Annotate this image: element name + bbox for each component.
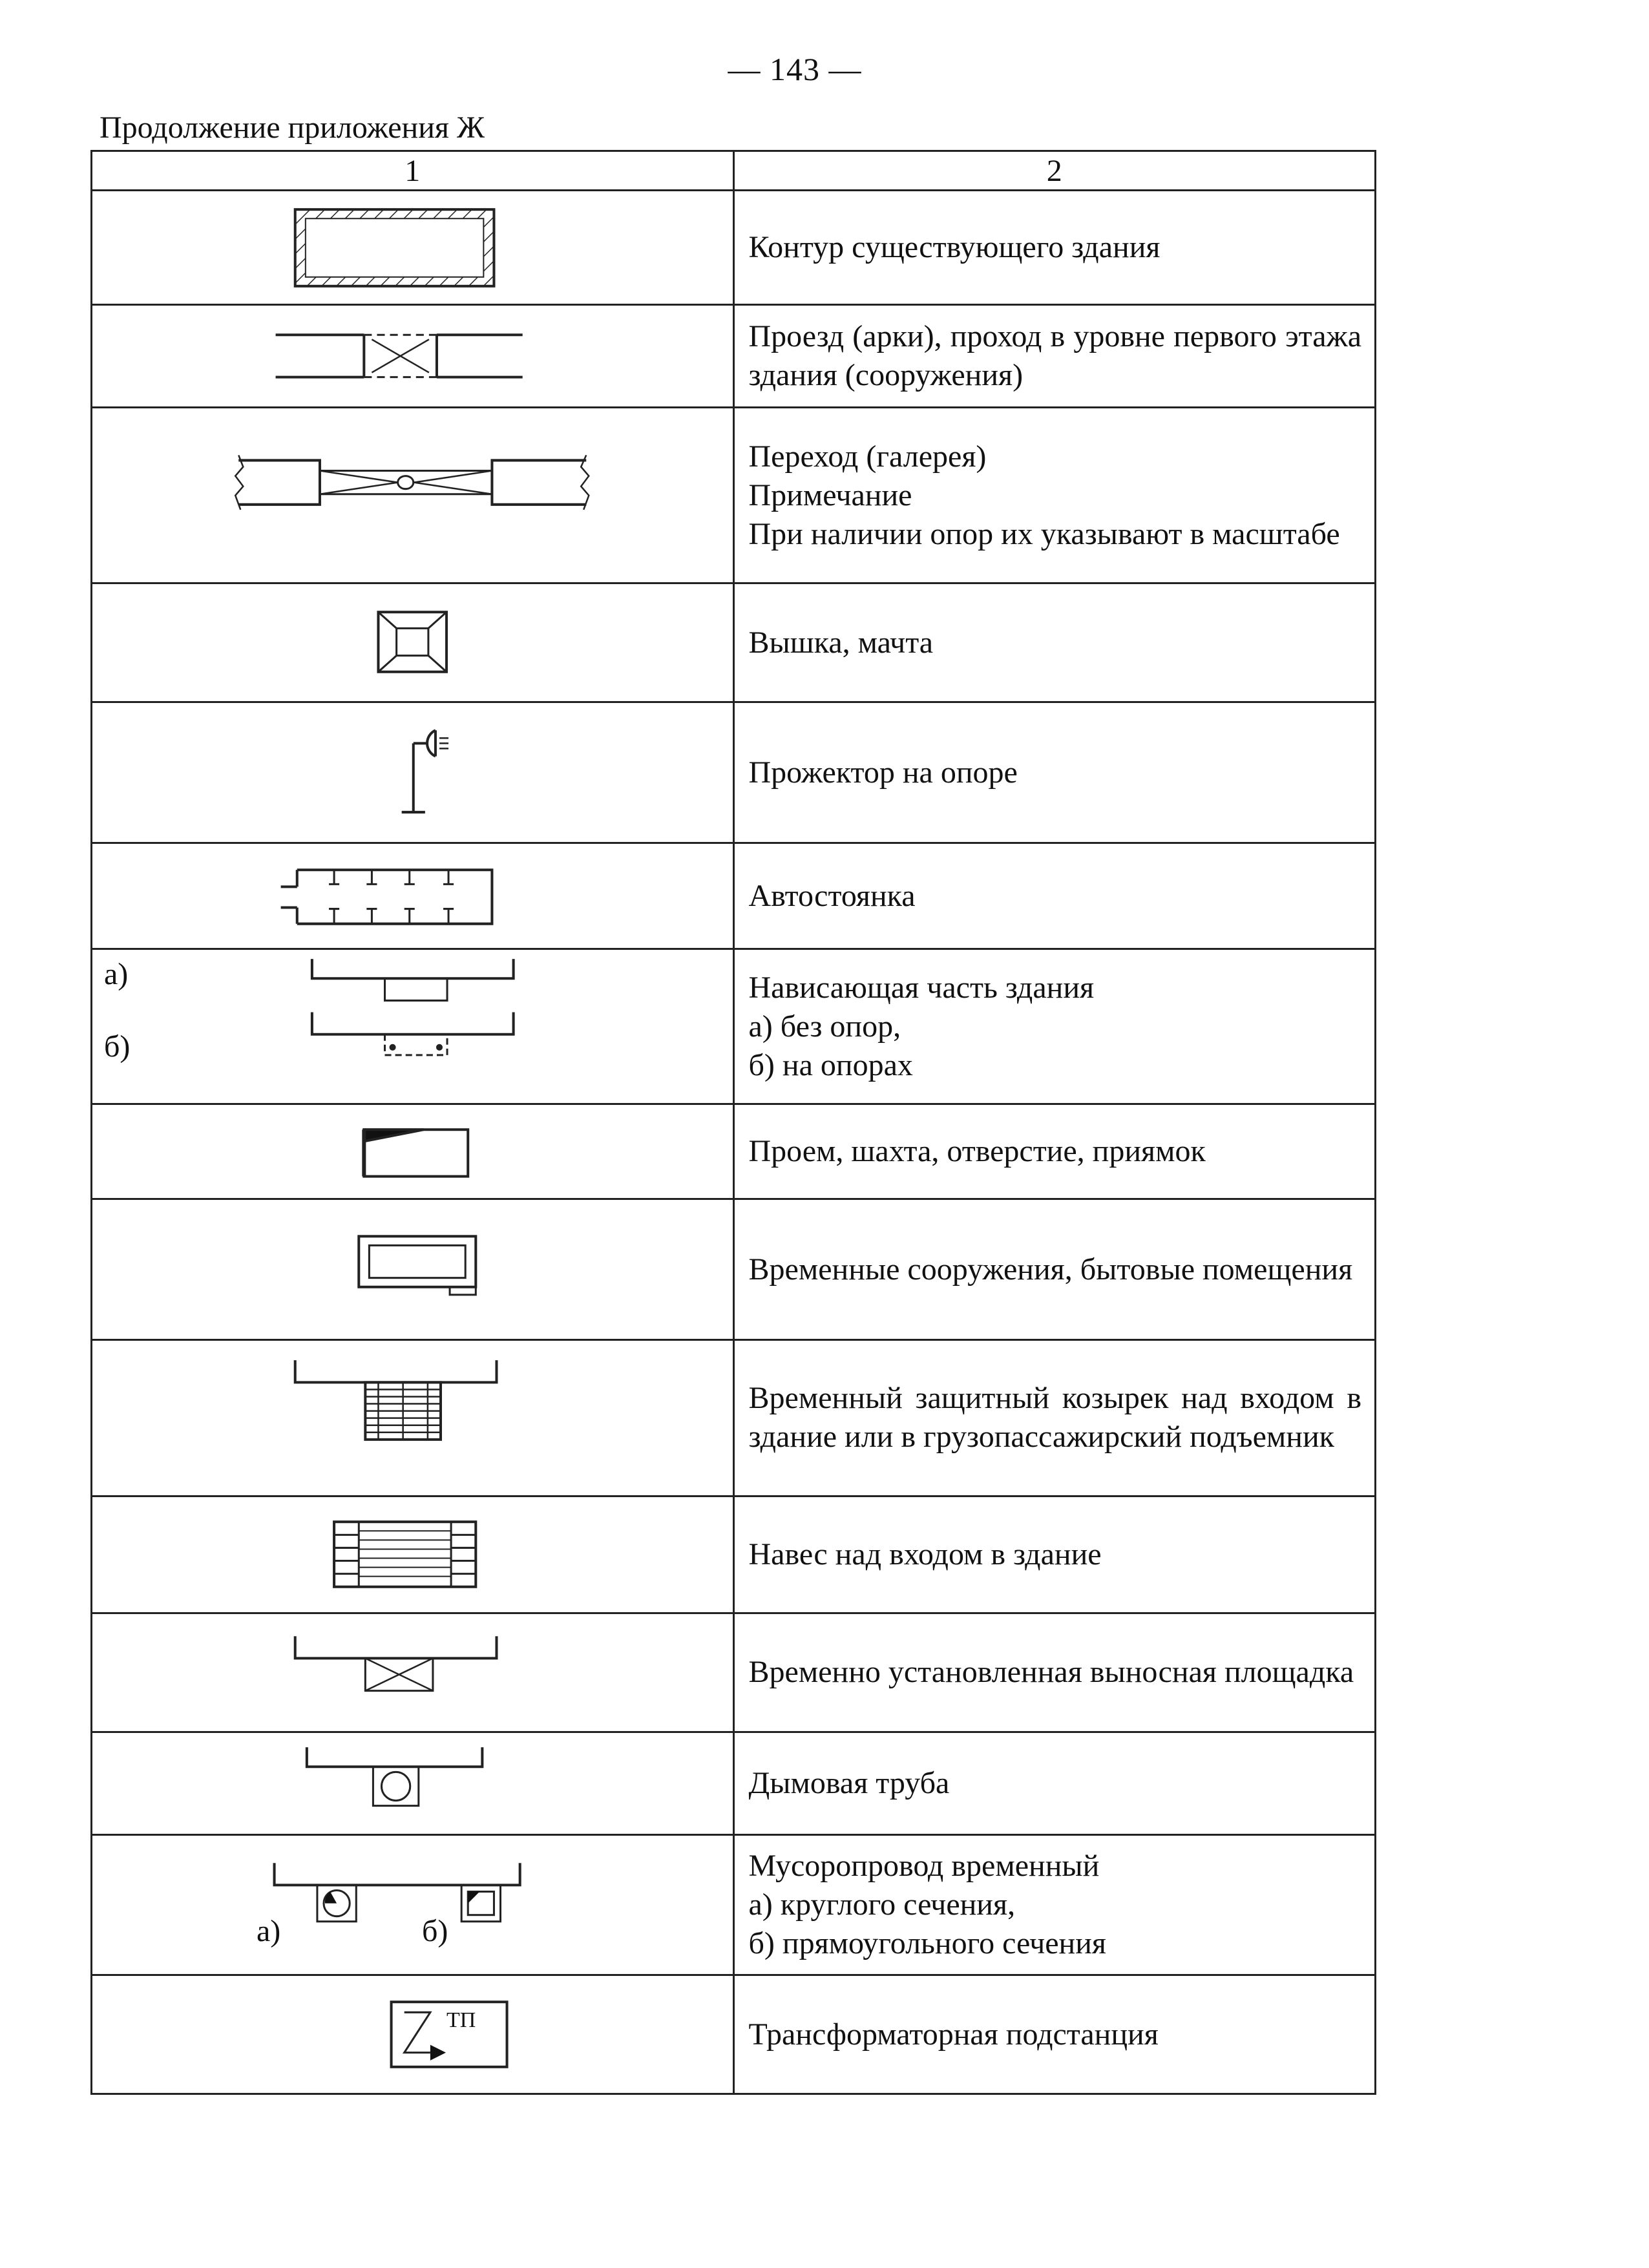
car-parking-icon — [92, 844, 733, 948]
symbol-cell — [92, 843, 734, 949]
table-row — [92, 1613, 1376, 1732]
description-cell — [733, 1975, 1376, 2094]
table-row — [92, 1732, 1376, 1834]
description-line: Проем, шахта, отверстие, приямок — [748, 1134, 1206, 1169]
symbol-cell — [92, 1496, 734, 1613]
table-row — [92, 407, 1376, 583]
table-row — [92, 1339, 1376, 1496]
temporary-canopy-icon — [92, 1341, 733, 1495]
description-cell — [733, 1732, 1376, 1834]
chimney-icon — [92, 1733, 733, 1834]
description-line: Проезд (арки), проход в уровне первого этажа здания (сооружения) — [748, 319, 1361, 392]
symbol-cell — [92, 1104, 734, 1199]
tower-mast-icon — [92, 584, 733, 701]
symbol-cell — [92, 1199, 734, 1339]
description-cell — [733, 1339, 1376, 1496]
description-cell — [733, 1104, 1376, 1199]
description-cell — [733, 1496, 1376, 1613]
table-row — [92, 191, 1376, 305]
table-row — [92, 702, 1376, 843]
description-line: Автостоянка — [748, 878, 916, 913]
description-line: Примечание — [748, 478, 912, 512]
substation-label: ТП — [446, 2008, 476, 2033]
description-line: Временный защитный козырек над входом в здание или в грузопассажирский подъемник — [748, 1381, 1361, 1454]
table-header-row — [92, 151, 1376, 191]
variant-b-label: б) — [422, 1913, 448, 1948]
description-cell — [733, 843, 1376, 949]
description-line: Контур существующего здания — [748, 229, 1161, 264]
variant-a-label: а) — [104, 957, 129, 992]
symbol-cell — [92, 949, 734, 1104]
remote-platform-icon — [92, 1614, 733, 1731]
symbol-cell — [92, 407, 734, 583]
symbol-cell — [92, 1975, 734, 2094]
variant-a-label: а) — [257, 1913, 281, 1948]
garbage-chute-icon — [92, 1836, 733, 1974]
table-row — [92, 1975, 1376, 2094]
gallery-crossing-icon — [92, 408, 733, 582]
description-cell — [733, 1613, 1376, 1732]
description-cell — [733, 407, 1376, 583]
description-line: Вышка, мачта — [748, 625, 934, 660]
symbol-cell — [92, 1613, 734, 1732]
symbol-cell — [92, 702, 734, 843]
transformer-substation-icon — [92, 1976, 733, 2093]
description-line: Навес над входом в здание — [748, 1537, 1102, 1571]
column-1-header: 1 — [92, 151, 734, 191]
description-cell — [733, 583, 1376, 702]
description-cell — [733, 304, 1376, 407]
table-row — [92, 1199, 1376, 1339]
description-line: Прожектор на опоре — [748, 755, 1018, 790]
description-line: б) на опорах — [748, 1047, 913, 1082]
entrance-awning-icon — [92, 1497, 733, 1612]
page-number: — 143 — — [728, 51, 862, 87]
passage-arch-icon — [92, 306, 733, 406]
description-cell — [733, 1199, 1376, 1339]
table-row — [92, 843, 1376, 949]
description-line: Мусоропровод временный — [748, 1848, 1100, 1883]
description-line: При наличии опор их указывают в масштабе — [748, 516, 1340, 551]
description-line: а) круглого сечения, — [748, 1887, 1016, 1922]
temporary-structures-icon — [92, 1200, 733, 1338]
description-line: Переход (галерея) — [748, 439, 987, 474]
description-line: Трансформаторная подстанция — [748, 2017, 1159, 2052]
symbol-cell — [92, 1834, 734, 1975]
overhanging-part-icon — [92, 950, 733, 1102]
description-line: Временные сооружения, бытовые помещения — [748, 1252, 1353, 1286]
table-row — [92, 583, 1376, 702]
symbol-cell — [92, 583, 734, 702]
floodlight-on-pole-icon — [92, 703, 733, 842]
symbol-cell — [92, 191, 734, 305]
appendix-caption: Продолжение приложения Ж — [100, 110, 485, 145]
symbol-cell — [92, 1339, 734, 1496]
symbol-cell — [92, 1732, 734, 1834]
symbol-cell — [92, 304, 734, 407]
description-cell — [733, 949, 1376, 1104]
description-line: а) без опор, — [748, 1009, 901, 1044]
column-2-header: 2 — [733, 151, 1376, 191]
table-row — [92, 1496, 1376, 1613]
existing-building-outline-icon — [92, 191, 733, 304]
table-row — [92, 949, 1376, 1104]
description-cell — [733, 702, 1376, 843]
description-cell — [733, 191, 1376, 305]
description-line: Нависающая часть здания — [748, 970, 1095, 1005]
table-row — [92, 304, 1376, 407]
description-cell — [733, 1834, 1376, 1975]
table-row — [92, 1104, 1376, 1199]
symbols-table — [90, 150, 1376, 2095]
description-line: Временно установленная выносная площадка — [748, 1655, 1354, 1690]
description-line: Дымовая труба — [748, 1765, 950, 1800]
description-line: б) прямоугольного сечения — [748, 1926, 1106, 1960]
variant-b-label: б) — [104, 1029, 131, 1064]
table-row — [92, 1834, 1376, 1975]
opening-shaft-icon — [92, 1105, 733, 1199]
